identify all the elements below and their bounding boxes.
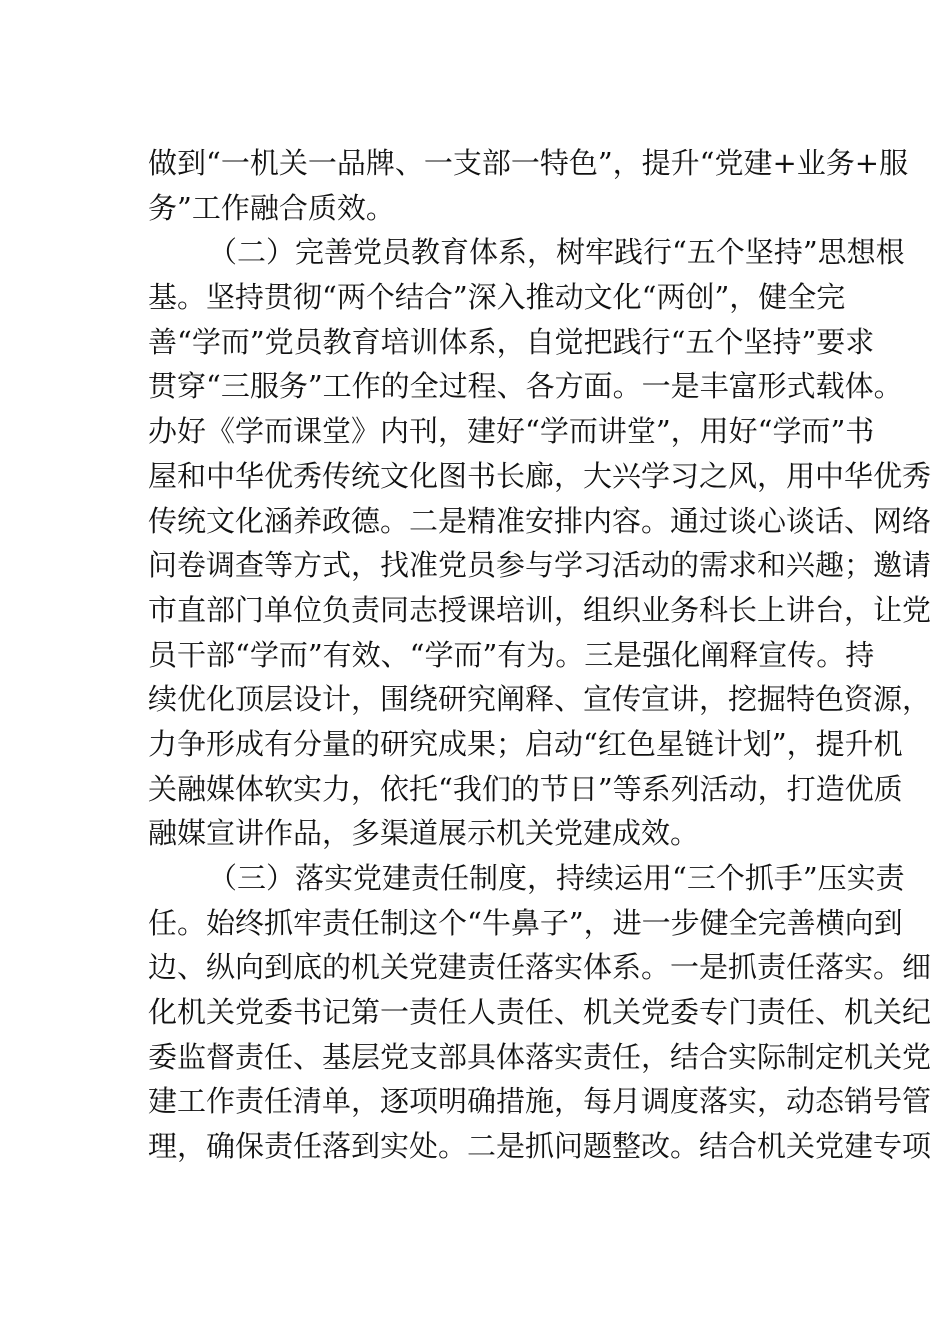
text-line: 问卷调查等方式，找准党员参与学习活动的需求和兴趣；邀请 bbox=[148, 548, 932, 583]
text-line: 做到“一机关一品牌、一支部一特色”，提升“党建+业务+服 bbox=[148, 146, 909, 180]
section-heading-line: （二）完善党员教育体系，树牢践行“五个坚持”思想根 bbox=[208, 235, 905, 270]
text-line: 边、纵向到底的机关党建责任落实体系。一是抓责任落实。细 bbox=[148, 950, 932, 985]
document-page bbox=[148, 141, 932, 1169]
text-line: 理，确保责任落到实处。二是抓问题整改。结合机关党建专项 bbox=[148, 1129, 932, 1164]
text-line: 化机关党委书记第一责任人责任、机关党委专门责任、机关纪 bbox=[148, 995, 932, 1030]
text-line: 建工作责任清单，逐项明确措施，每月调度落实，动态销号管 bbox=[148, 1084, 932, 1119]
text-line: 关融媒体软实力，依托“我们的节日”等系列活动，打造优质 bbox=[148, 771, 903, 806]
section-heading-line: （三）落实党建责任制度，持续运用“三个抓手”压实责 bbox=[208, 861, 905, 895]
text-line: 任。始终抓牢责任制这个“牛鼻子”，进一步健全完善横向到 bbox=[148, 905, 903, 940]
text-line: 委监督责任、基层党支部具体落实责任，结合实际制定机关党 bbox=[148, 1039, 932, 1074]
text-line: 办好《学而课堂》内刊，建好“学而讲堂”，用好“学而”书 bbox=[148, 414, 875, 449]
text-line: 贯穿“三服务”工作的全过程、各方面。一是丰富形式载体。 bbox=[148, 369, 903, 404]
text-line: 务”工作融合质效。 bbox=[148, 190, 395, 225]
text-line: 续优化顶层设计，围绕研究阐释、宣传宣讲，挖掘特色资源， bbox=[148, 682, 932, 717]
text-line: 力争形成有分量的研究成果；启动“红色星链计划”，提升机 bbox=[148, 726, 903, 761]
text-line: 员干部“学而”有效、“学而”有为。三是强化阐释宣传。持 bbox=[148, 637, 875, 672]
text-line: 传统文化涵养政德。二是精准安排内容。通过谈心谈话、网络 bbox=[148, 503, 932, 538]
text-line: 市直部门单位负责同志授课培训，组织业务科长上讲台，让党 bbox=[148, 592, 932, 627]
text-line: 屋和中华优秀传统文化图书长廊，大兴学习之风，用中华优秀 bbox=[148, 458, 932, 493]
text-line: 融媒宣讲作品，多渠道展示机关党建成效。 bbox=[148, 816, 700, 851]
text-line: 基。坚持贯彻“两个结合”深入推动文化“两创”，健全完 bbox=[148, 280, 846, 315]
text-line: 善“学而”党员教育培训体系，自觉把践行“五个坚持”要求 bbox=[148, 324, 875, 359]
